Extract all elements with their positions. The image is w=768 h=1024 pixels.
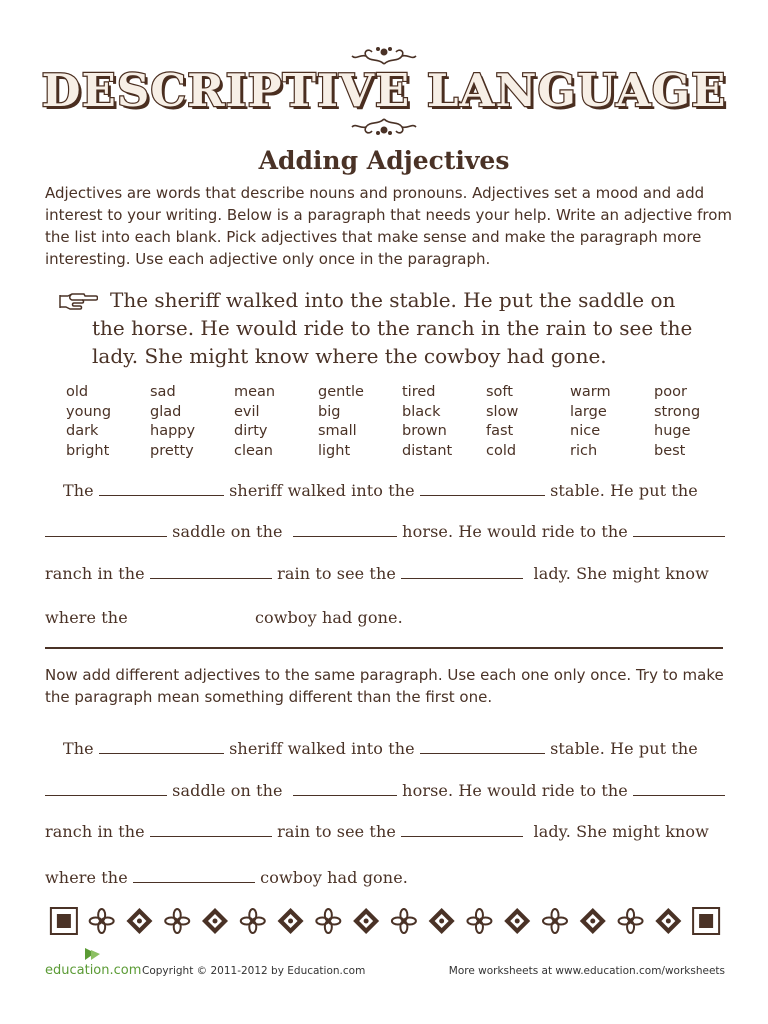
word: evil — [234, 403, 260, 420]
word: distant — [402, 442, 453, 459]
border-tile — [202, 908, 228, 934]
story-line-2: the horse. He would ride to the ranch in the rain to see the — [92, 316, 693, 340]
border-tile — [392, 909, 416, 933]
word-bank-column — [486, 383, 518, 461]
blank-field[interactable] — [150, 822, 272, 837]
blank-field[interactable] — [133, 868, 255, 883]
word: huge — [654, 423, 691, 440]
border-tile — [693, 908, 719, 934]
page-title: DESCRIPTIVE LANGUAGE — [41, 64, 727, 117]
exercise-2-line-1 — [63, 739, 698, 758]
word-bank-column — [66, 383, 111, 461]
text: sheriff walked into the — [223, 481, 420, 500]
instructions: Adjectives are words that describe nouns and pronouns. Adjectives set a mood and add interest to your writing. Below is a paragraph that needs your help. Write an adjective from the list into each blank. Pick adjectives that make sense and make the paragraph more interesting. Use each adjective only once in the paragraph. — [45, 184, 732, 268]
word-bank-column — [234, 383, 275, 461]
border-tile — [90, 909, 114, 933]
blank-field[interactable] — [401, 822, 523, 837]
word: young — [66, 403, 112, 420]
text: saddle on the — [167, 781, 293, 800]
word: sad — [150, 384, 176, 400]
logo-text: education.com — [45, 963, 142, 978]
divider — [45, 647, 723, 649]
border-tile — [165, 909, 189, 933]
text: lady. She might know — [523, 822, 709, 841]
blank-field[interactable] — [420, 481, 545, 496]
border-tile — [353, 908, 379, 934]
word: fast — [486, 423, 514, 440]
exercise-1-line-4 — [45, 608, 403, 627]
exercise-2-line-4 — [45, 868, 408, 887]
word: clean — [234, 442, 273, 459]
exercise-2-line-3 — [45, 822, 709, 841]
text: ranch in the — [45, 822, 150, 841]
exercise-2-line-2 — [45, 781, 725, 800]
word: strong — [654, 403, 701, 420]
blank-field[interactable] — [150, 564, 272, 579]
text: cowboy had gone. — [254, 868, 408, 887]
more-worksheets-link[interactable]: More worksheets at www.education.com/worksheets — [448, 965, 725, 977]
text: horse. He would ride to the — [397, 781, 634, 800]
blank-field[interactable] — [293, 781, 397, 796]
subtitle: Adding Adjectives — [258, 146, 510, 175]
word: mean — [234, 384, 276, 400]
word-bank-column — [318, 383, 364, 461]
word-bank-column — [150, 383, 195, 461]
text: cowboy had gone. — [254, 608, 403, 627]
text: The — [63, 739, 99, 758]
blank-field[interactable] — [45, 781, 167, 796]
word: dark — [66, 423, 99, 440]
border-tile — [51, 908, 77, 934]
border-tile — [316, 909, 340, 933]
story-line-3: lady. She might know where the cowboy had gone. — [92, 344, 607, 368]
word: cold — [486, 442, 517, 459]
text: stable. He put the — [544, 481, 698, 500]
exercise-1-line-2 — [45, 522, 725, 541]
border-tile — [619, 909, 643, 933]
text: rain to see the — [271, 822, 402, 841]
word: poor — [654, 384, 687, 400]
blank-field[interactable] — [420, 739, 545, 754]
word: tired — [402, 384, 436, 400]
exercise-1-line-3 — [45, 564, 709, 583]
word: big — [318, 403, 341, 420]
text: rain to see the — [271, 564, 402, 583]
text: lady. She might know — [523, 564, 709, 583]
word: rich — [570, 442, 598, 459]
word: soft — [486, 384, 513, 400]
word: happy — [150, 423, 196, 440]
blank-field[interactable] — [45, 522, 167, 537]
word: slow — [486, 403, 519, 420]
exercise-1-line-1 — [63, 481, 698, 500]
blank-field[interactable] — [401, 564, 523, 579]
word: gentle — [318, 384, 364, 400]
story-paragraph — [92, 286, 742, 370]
border-tile — [580, 908, 606, 934]
flourish-bottom-icon — [0, 115, 768, 137]
word: glad — [150, 403, 182, 420]
blank-field[interactable] — [633, 781, 725, 796]
border-tile — [467, 909, 491, 933]
border-tile — [543, 909, 567, 933]
word-bank-column — [570, 383, 611, 461]
word: warm — [570, 384, 611, 400]
word: best — [654, 442, 686, 459]
word: small — [318, 423, 357, 440]
text: where the — [45, 608, 133, 627]
tile-border-icon — [45, 907, 725, 935]
word: brown — [402, 423, 447, 440]
text: saddle on the — [167, 522, 293, 541]
text: sheriff walked into the — [223, 739, 420, 758]
story-line-1: The sheriff walked into the stable. He put the saddle on — [110, 288, 676, 312]
border-tile — [504, 908, 530, 934]
word: old — [66, 384, 89, 400]
word: large — [570, 403, 607, 420]
word: light — [318, 442, 351, 459]
second-instructions: Now add different adjectives to the same paragraph. Use each one only once. Try to make the paragraph mean something different than the first one. — [45, 666, 724, 706]
border-tile — [126, 908, 152, 934]
word-bank-column — [654, 383, 700, 461]
blank-field[interactable] — [99, 481, 224, 496]
word-bank-column — [402, 383, 452, 461]
word: bright — [66, 442, 110, 459]
blank-field[interactable] — [293, 522, 397, 537]
word: black — [402, 403, 441, 420]
text: The — [63, 481, 99, 500]
blank-field[interactable] — [633, 522, 725, 537]
border-tile — [655, 908, 681, 934]
text: ranch in the — [45, 564, 150, 583]
border-tile — [278, 908, 304, 934]
text: horse. He would ride to the — [397, 522, 634, 541]
text: where the — [45, 868, 133, 887]
text: stable. He put the — [544, 739, 698, 758]
word: nice — [570, 423, 601, 440]
word: pretty — [150, 442, 194, 459]
border-tile — [429, 908, 455, 934]
border-tile — [241, 909, 265, 933]
copyright-text: Copyright © 2011-2012 by Education.com — [142, 965, 366, 977]
blank-field[interactable] — [99, 739, 224, 754]
word: dirty — [234, 423, 268, 440]
